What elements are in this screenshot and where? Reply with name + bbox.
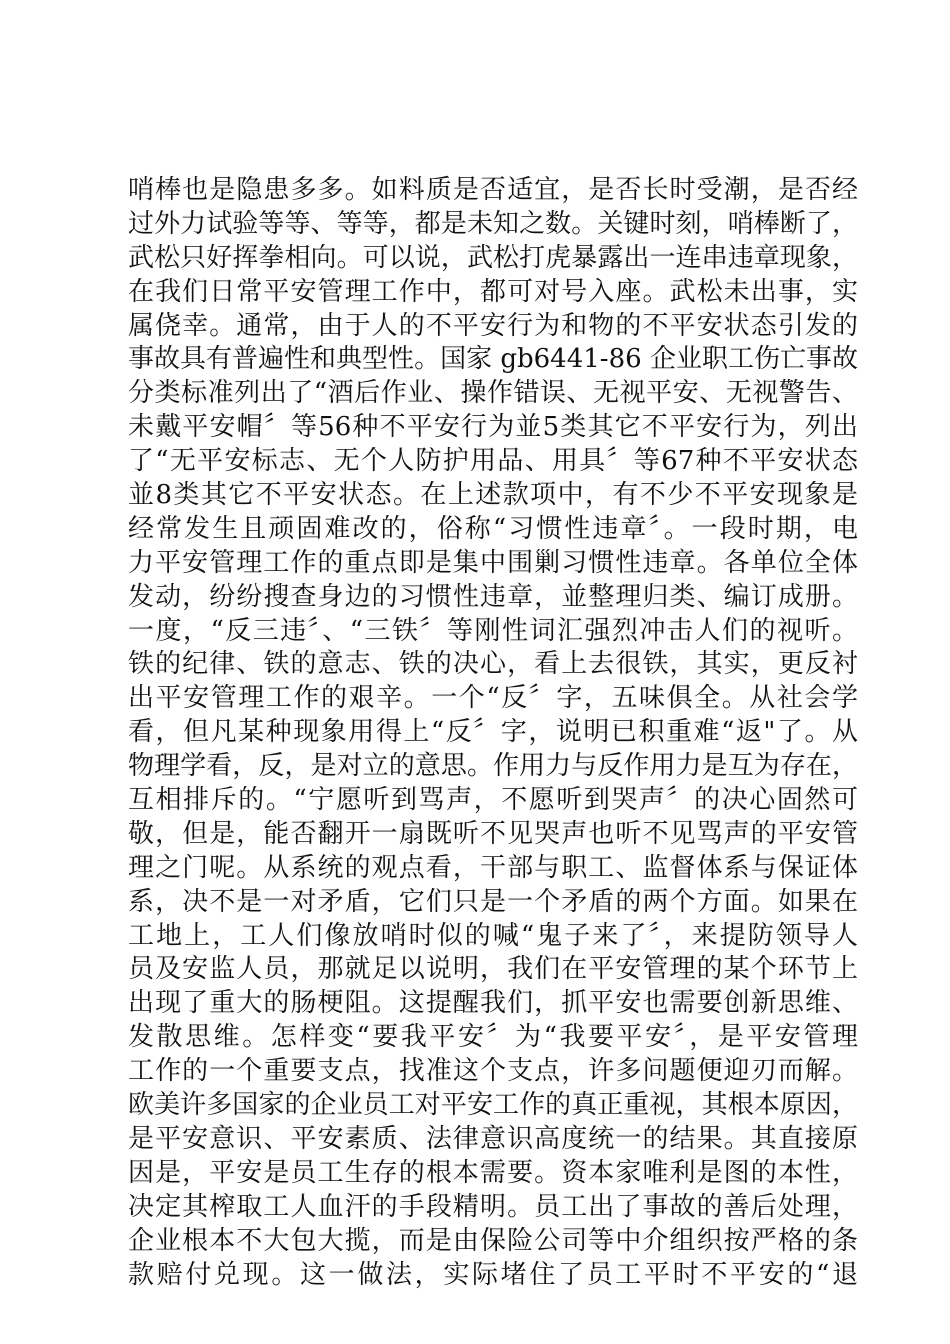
- text-line: 决定其榨取工人血汗的手段精明。员工出了事故的善后处理，: [128, 1191, 858, 1222]
- text-line: 事故具有普遍性和典型性。国家 gb6441-86 企业职工伤亡事故: [128, 344, 858, 375]
- text-line: 理之门呢。从系统的观点看，干部与职工、监督体系与保证体: [128, 852, 858, 883]
- text-line: 物理学看，反，是对立的意思。作用力与反作用力是互为存在，: [128, 751, 858, 782]
- text-line: 互相排斥的。“宁愿听到骂声，不愿听到哭声〞的决心固然可: [128, 785, 858, 816]
- text-line: 发散思维。怎样变“要我平安〞为“我要平安〞，是平安管理: [128, 1022, 858, 1053]
- text-line: 是平安意识、平安素质、法律意识高度统一的结果。其直接原: [128, 1123, 858, 1154]
- text-line: 並8类其它不平安状态。在上述款项中，有不少不平安现象是: [128, 480, 858, 511]
- text-line: 员及安监人员，那就足以说明，我们在平安管理的某个环节上: [128, 954, 858, 985]
- text-line: 款赔付兑现。这一做法，实际堵住了员工平时不平安的“退: [128, 1259, 858, 1290]
- text-line: 欧美许多国家的企业员工对平安工作的真正重视，其根本原因，: [128, 1090, 858, 1121]
- text-line: 工作的一个重要支点，找准这个支点，许多问题便迎刃而解。: [128, 1056, 858, 1087]
- text-line: 经常发生且顽固难改的，俗称“习惯性违章〞。一段时期，电: [128, 513, 858, 544]
- text-line: 发动，纷纷搜查身边的习惯性违章，並整理归类、编订成册。: [128, 581, 858, 612]
- text-line: 出现了重大的肠梗阻。这提醒我们，抓平安也需要创新思维、: [128, 988, 858, 1019]
- text-line: 企业根本不大包大揽，而是由保险公司等中介组织按严格的条: [128, 1225, 858, 1256]
- text-line: 属侥幸。通常，由于人的不平安行为和物的不平安状态引发的: [128, 310, 858, 341]
- text-line: 在我们日常平安管理工作中，都可对号入座。武松未出事，实: [128, 276, 858, 307]
- text-line: 因是，平安是员工生存的根本需要。资本家唯利是图的本性，: [128, 1157, 858, 1188]
- text-line: 工地上，工人们像放哨时似的喊“鬼子来了〞，来提防领导人: [128, 920, 858, 951]
- text-line: 系，决不是一对矛盾，它们只是一个矛盾的两个方面。如果在: [128, 886, 858, 917]
- text-line: 过外力试验等等、等等，都是未知之数。关键时刻，哨棒断了，: [128, 208, 858, 239]
- text-line: 未戴平安帽〞等56种不平安行为並5类其它不平安行为，列出: [128, 412, 858, 443]
- text-line: 铁的纪律、铁的意志、铁的决心，看上去很铁，其实，更反衬: [128, 649, 858, 680]
- text-line: 看，但凡某种现象用得上“反〞字，说明已积重难“返"了。从: [128, 717, 858, 748]
- text-line: 哨棒也是隐患多多。如料质是否适宜，是否长时受潮，是否经: [128, 175, 858, 205]
- text-line: 武松只好挥拳相向。可以说，武松打虎暴露出一连串违章现象，: [128, 242, 858, 273]
- text-line: 分类标准列出了“酒后作业、操作错误、无视平安、无视警告、: [128, 378, 858, 409]
- text-line: 了“无平安标志、无个人防护用品、用具〞等67种不平安状态: [128, 446, 858, 477]
- text-line: 一度，“反三违〞、“三铁〞等刚性词汇强烈冲击人们的视听。: [128, 615, 858, 646]
- body-text: [128, 174, 858, 1292]
- text-line: 出平安管理工作的艰辛。一个“反〞字，五味俱全。从社会学: [128, 683, 858, 714]
- text-line: 力平安管理工作的重点即是集中围剿习惯性违章。各单位全体: [128, 547, 858, 578]
- text-line: 敬，但是，能否翻开一扇既听不见哭声也听不见骂声的平安管: [128, 818, 858, 849]
